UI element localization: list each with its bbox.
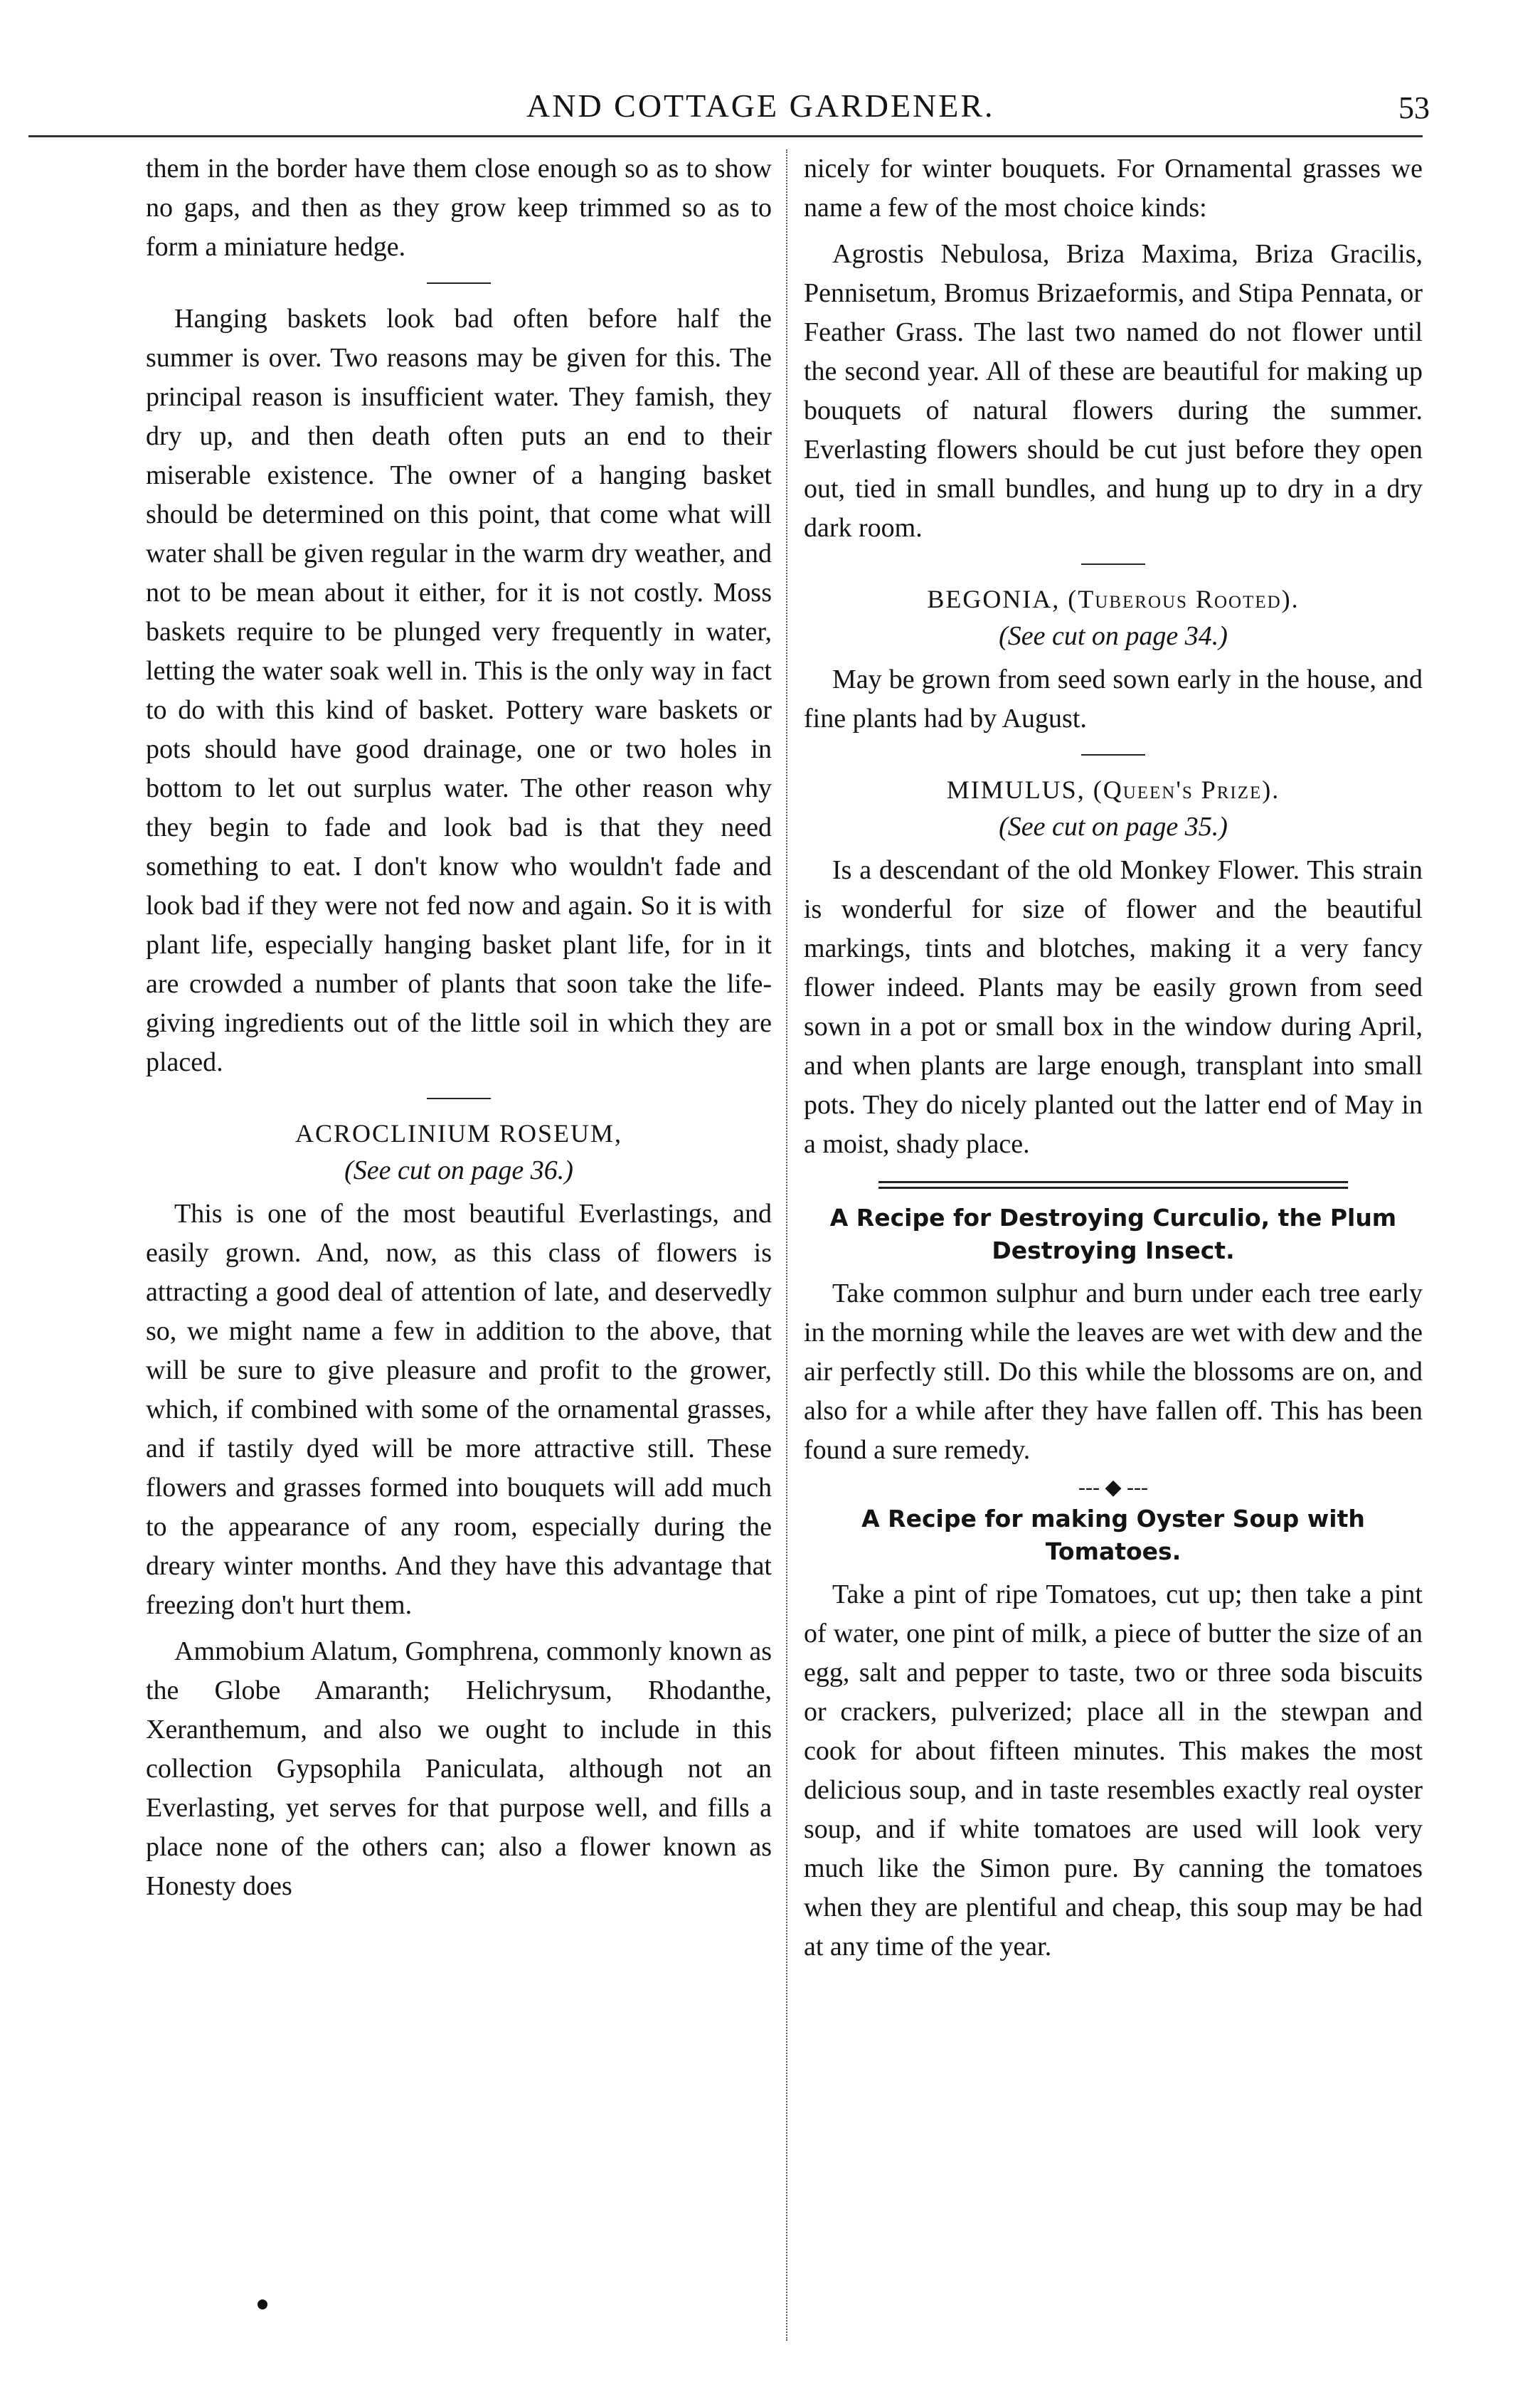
ink-dot-mark	[257, 2299, 267, 2309]
paragraph-acroclinium: This is one of the most beautiful Everlastings, and easily grown. And, now, as this class of flowers is attracting a good deal of attention of late, and deservedly so, we might name a few in addition to the above, that will be sure to give pleasure and profit to the grower, which, if combined with some of the ornamental grasses, and if tastily dyed will be more attractive still. These flowers and grasses formed into bouquets will add much to the appearance of any room, especially during the dreary winter months. And they have this advantage that freezing don't hurt them.	[146, 1199, 772, 1620]
paragraph-curculio: Take common sulphur and burn under each tree early in the morning while the leaves are wet with dew and the air perfectly still. Do this while the blossoms are on, and also for a while after they have fallen off. This has been found a sure remedy.	[804, 1279, 1423, 1465]
header-rule	[28, 135, 1423, 137]
paragraph-mimulus: Is a descendant of the old Monkey Flower. This strain is wonderful for size of flower and the beautiful markings, tints and blotches, making it a very fancy flower indeed. Plants may be easily grown from seed sown in a pot or small box in the window during April, and when plants are large enough, transplant into small pots. They do nicely planted out the latter end of May in a moist, shady place.	[804, 855, 1423, 1159]
running-title: AND COTTAGE GARDENER.	[526, 88, 995, 124]
paragraph-continued: nicely for winter bouquets. For Ornamental grasses we name a few of the most choice kinds:	[804, 154, 1423, 223]
paragraph-ammobium: Ammobium Alatum, Gomphrena, commonly known as the Globe Amaranth; Helichrysum, Rhodanthe, Xeranthemum, and also we ought to include in this collection Gypsophila Paniculata, although not an Everlasting, yet serves for that purpose well, and fills a place none of the others can; also a flower known as Honesty does	[146, 1636, 772, 1901]
paragraph-grasses: Agrostis Nebulosa, Briza Maxima, Briza Gracilis, Pennisetum, Bromus Brizaeformis, and Stipa Pennata, or Feather Grass. The last two named do not flower until the second year. All of these are beautiful for making up bouquets of natural flowers during the summer. Everlasting flowers should be cut just before they open out, tied in small bundles, and hung up to dry in a dry dark room.	[804, 239, 1423, 543]
recipe-title-curculio: A Recipe for Destroying Curculio, the Plum Destroying Insect.	[829, 1204, 1397, 1264]
column-divider	[786, 149, 787, 2341]
section-divider	[427, 1098, 491, 1099]
section-divider	[427, 282, 491, 284]
section-title-mimulus: MIMULUS, (Queen's Prize).	[946, 776, 1280, 804]
paragraph-hanging-baskets: Hanging baskets look bad often before half the summer is over. Two reasons may be given for this. The principal reason is insufficient water. They famish, they dry up, and then death often puts an end to their miserable existence. The owner of a hanging basket should be determined on this point, that come what will water shall be given regular in the warm dry weather, and not to be mean about it either, for it is not costly. Moss baskets require to be plunged very frequently in water, letting the water soak well in. This is the only way in fact to do with this kind of basket. Pottery ware baskets or pots should have good drainage, one or two holes in bottom to let out surplus water. The other reason why they begin to fade and look bad is that they need something to eat. I don't know who wouldn't fade and look bad if they were not fed now and again. So it is with plant life, especially hanging basket plant life, for in it are crowded a number of plants that soon take the life-giving ingredients out of the little soil in which they are placed.	[146, 304, 772, 1077]
cut-reference-begonia: (See cut on page 34.)	[999, 621, 1228, 651]
left-column	[146, 149, 772, 1913]
section-divider	[1081, 754, 1145, 756]
double-rule-divider	[878, 1181, 1348, 1189]
section-title-acroclinium: ACROCLINIUM ROSEUM,	[294, 1119, 623, 1148]
paragraph-oyster-soup: Take a pint of ripe Tomatoes, cut up; then take a pint of water, one pint of milk, a piece of butter the size of an egg, salt and pepper to taste, two or three soda biscuits or crackers, pulverized; place all in the stewpan and cook for about fifteen minutes. This makes the most delicious soup, and in taste resembles exactly real oyster soup, and if white tomatoes are used will look very much like the Simon pure. By canning the tomatoes when they are plentiful and cheap, this soup may be had at any time of the year.	[804, 1579, 1423, 1962]
cut-reference-acroclinium: (See cut on page 36.)	[344, 1155, 573, 1185]
paragraph-continued: them in the border have them close enough so as to show no gaps, and then as they grow keep trimmed so as to form a miniature hedge.	[146, 154, 772, 262]
paragraph-begonia: May be grown from seed sown early in the house, and fine plants had by August.	[804, 665, 1423, 734]
ornament-divider: --- ◆ ---	[1078, 1476, 1148, 1499]
right-column	[804, 149, 1423, 1974]
page-number: 53	[1398, 90, 1430, 125]
section-title-begonia: BEGONIA, (Tuberous Rooted).	[927, 585, 1300, 613]
section-divider	[1081, 563, 1145, 565]
recipe-title-oyster-soup: A Recipe for making Oyster Soup with Tomatoes.	[861, 1505, 1365, 1565]
cut-reference-mimulus: (See cut on page 35.)	[999, 812, 1228, 842]
